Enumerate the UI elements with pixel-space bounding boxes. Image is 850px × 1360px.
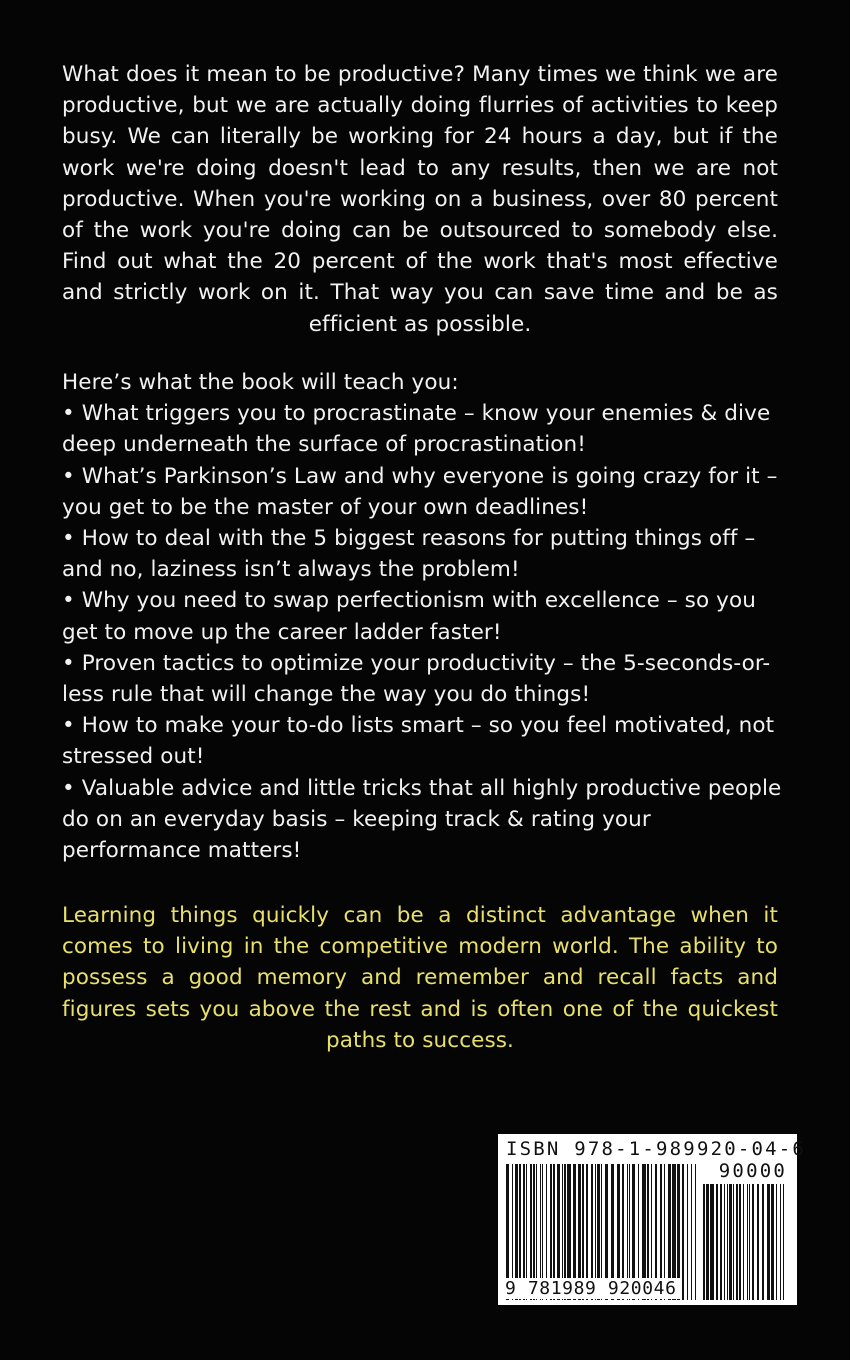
barcode-bar	[757, 1184, 759, 1300]
barcode-bar	[771, 1184, 774, 1300]
barcode-bar	[739, 1184, 741, 1300]
barcode-bar	[729, 1184, 732, 1300]
barcode-bar	[736, 1184, 738, 1300]
barcode-bar	[720, 1184, 722, 1300]
barcode-bar	[749, 1184, 750, 1300]
barcode-bar	[682, 1164, 684, 1300]
barcode-bar	[691, 1164, 692, 1300]
teaching-item: • Why you need to swap perfectionism with excellence – so you get to move up the career ladder faster!	[62, 588, 756, 645]
barcode-bar	[747, 1184, 748, 1300]
isbn-label: ISBN 978-1-989920-04-6	[506, 1138, 807, 1160]
intro-paragraph: What does it mean to be productive? Many times we think we are productive, but we are actually doing flurries of activities to keep busy. We can literally be working for 24 hours a day, but if the work we're doing doesn't lead to any results, then we are not productive. When you're working on a business, over 80 percent of the work you're doing can be outsourced to somebody else. Find out what the 20 percent of the work that's most effective and strictly work on it. That way you can save time and be as efficient as possible.	[62, 62, 778, 337]
teaching-item: • Proven tactics to optimize your productivity – the 5-seconds-or-less rule that will change the way you do things!	[62, 650, 771, 708]
barcode-bar	[710, 1184, 714, 1300]
barcode-bar	[724, 1184, 725, 1300]
barcode-bar	[743, 1184, 744, 1300]
barcode-bar	[780, 1184, 781, 1300]
price-code: 90000	[718, 1160, 787, 1182]
barcode-bar	[776, 1184, 777, 1300]
barcode-bar	[703, 1184, 705, 1300]
teaching-item: • Valuable advice and little tricks that all highly productive people do on an everyday basis – keeping track & rating your performance matters!	[62, 775, 782, 864]
teachings-list	[62, 398, 782, 866]
teaching-item: • What’s Parkinson’s Law and why everyone is going crazy for it – you get to be the master of your own deadlines!	[62, 463, 778, 520]
barcode-bar	[695, 1164, 696, 1300]
barcode-bar	[752, 1184, 754, 1300]
outro-paragraph: Learning things quickly can be a distinct advantage when it comes to living in the competitive modern world. The ability to possess a good memory and remember and recall facts and figures sets you above the rest and is often one of the quickest paths to success.	[62, 903, 778, 1053]
teaching-item: • What triggers you to procrastinate – know your enemies & dive deep underneath the surface of procrastination!	[62, 401, 771, 458]
barcode-bar	[783, 1184, 784, 1300]
book-teachings-section	[62, 367, 782, 866]
teaching-item: • How to deal with the 5 biggest reasons for putting things off – and no, laziness isn’t always the problem!	[62, 526, 756, 583]
barcode-bar	[727, 1184, 728, 1300]
barcode-bar	[687, 1164, 688, 1300]
isbn-barcode	[498, 1134, 807, 1305]
barcode-bar	[733, 1184, 734, 1300]
addon-barcode-bars	[703, 1184, 789, 1300]
barcode-bar	[716, 1184, 718, 1300]
barcode-bar	[762, 1184, 764, 1300]
barcode-bar	[706, 1184, 709, 1300]
teaching-item: • How to make your to-do lists smart – so you feel motivated, not stressed out!	[62, 713, 775, 770]
barcode-bar	[767, 1184, 770, 1300]
ean-digits: 9 781989 920046	[502, 1278, 680, 1299]
teachings-heading: Here’s what the book will teach you:	[62, 370, 459, 395]
